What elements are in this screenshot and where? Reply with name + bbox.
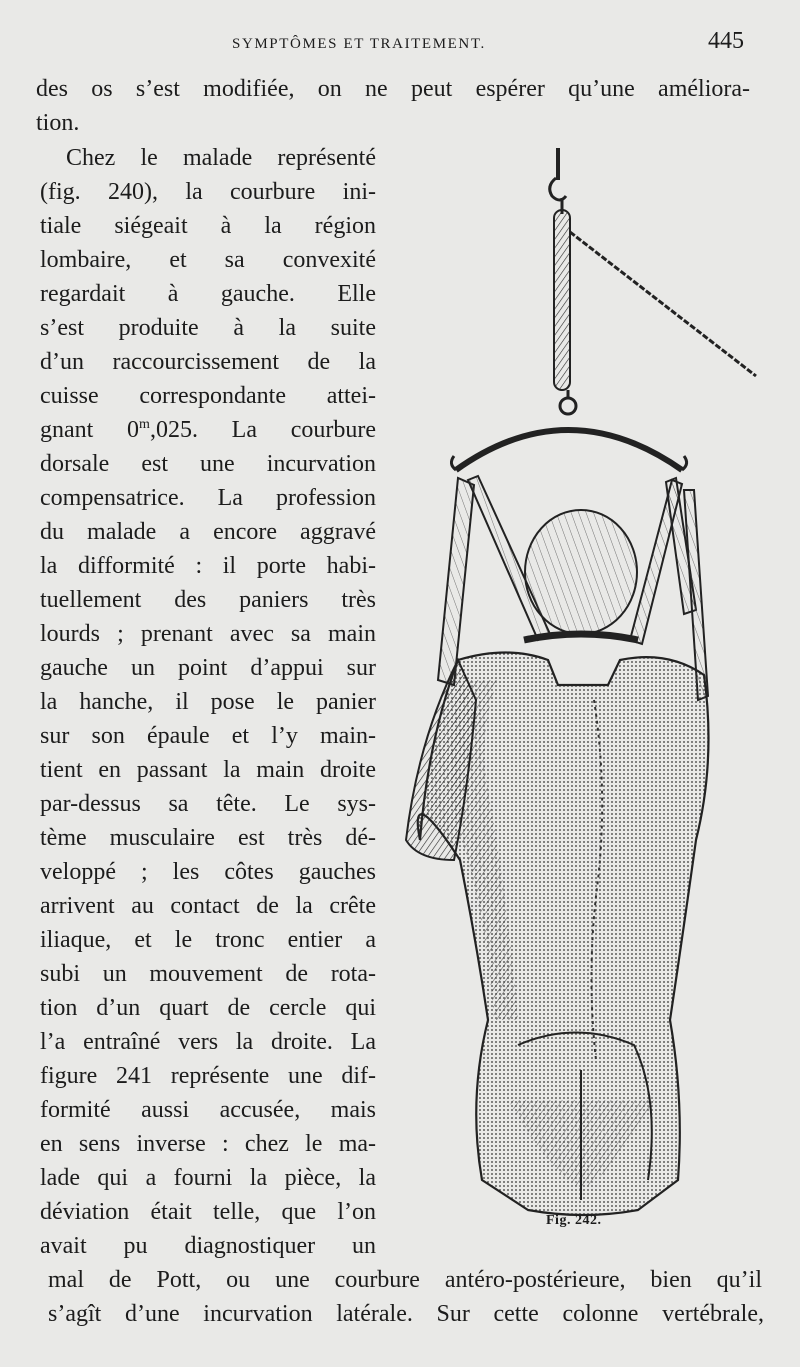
ring-icon	[560, 398, 576, 414]
pulley-block-icon	[554, 210, 570, 390]
text-line: veloppé ; les côtes gauches	[40, 859, 376, 885]
text-line: tiale siégeait à la région	[40, 213, 376, 239]
text-line: iliaque, et le tronc entier a	[40, 927, 376, 953]
text-line-measurement	[40, 413, 376, 447]
measure-rest: ,025. La courbure	[149, 417, 376, 443]
page-number: 445	[708, 28, 744, 54]
text-line: l’a entraîné vers la droite. La	[40, 1029, 376, 1055]
text-line: formité aussi accusée, mais	[40, 1097, 376, 1123]
text-line: des os s’est modifiée, on ne peut espérer qu’une améliora-	[36, 76, 750, 102]
text-line: figure 241 représente une dif-	[40, 1063, 376, 1089]
text-line: tuellement des paniers très	[40, 587, 376, 613]
left-strap-icon	[438, 478, 474, 685]
text-line: (fig. 240), la courbure ini-	[40, 179, 376, 205]
text-line: tème musculaire est très dé-	[40, 825, 376, 851]
text-line: la difformité : il porte habi-	[40, 553, 376, 579]
hook-icon	[550, 178, 566, 200]
spreader-bar-icon	[456, 430, 682, 470]
text-line: sur son épaule et l’y main-	[40, 723, 376, 749]
running-head: SYMPTÔMES ET TRAITEMENT.	[232, 36, 486, 52]
figure-caption: Fig. 242.	[546, 1213, 602, 1228]
text-line: cuisse correspondante attei-	[40, 383, 376, 409]
text-line: compensatrice. La profession	[40, 485, 376, 511]
text-line: tion d’un quart de cercle qui	[40, 995, 376, 1021]
measure-lead: gnant 0	[40, 417, 140, 443]
page-header	[0, 28, 800, 64]
text-line: Chez le malade représenté	[66, 145, 376, 171]
suspension-engraving	[398, 140, 770, 1220]
text-line: tient en passant la main droite	[40, 757, 376, 783]
text-line: dorsale est une incurvation	[40, 451, 376, 477]
text-line: avait pu diagnostiquer un	[40, 1233, 376, 1259]
text-line: lourds ; prenant avec sa main	[40, 621, 376, 647]
text-line: en sens inverse : chez le ma-	[40, 1131, 376, 1157]
head-icon	[525, 510, 637, 634]
figure-illustration	[398, 140, 770, 1220]
text-line: arrivent au contact de la crête	[40, 893, 376, 919]
text-line: mal de Pott, ou une courbure antéro-postérieure, bien qu’il	[48, 1267, 762, 1293]
text-line: du malade a encore aggravé	[40, 519, 376, 545]
text-line: la hanche, il pose le panier	[40, 689, 376, 715]
measure-unit: m	[139, 417, 150, 432]
text-line: subi un mouvement de rota-	[40, 961, 376, 987]
text-line: lade qui a fourni la pièce, la	[40, 1165, 376, 1191]
text-line: déviation était telle, que l’on	[40, 1199, 376, 1225]
text-line: s’agît d’une incurvation latérale. Sur cette colonne vertébrale,	[48, 1301, 764, 1327]
text-line: gauche un point d’appui sur	[40, 655, 376, 681]
text-line: regardait à gauche. Elle	[40, 281, 376, 307]
text-line: lombaire, et sa convexité	[40, 247, 376, 273]
text-line: par-dessus sa tête. Le sys-	[40, 791, 376, 817]
text-line: d’un raccourcissement de la	[40, 349, 376, 375]
text-line: s’est produite à la suite	[40, 315, 376, 341]
text-line: tion.	[36, 110, 80, 136]
